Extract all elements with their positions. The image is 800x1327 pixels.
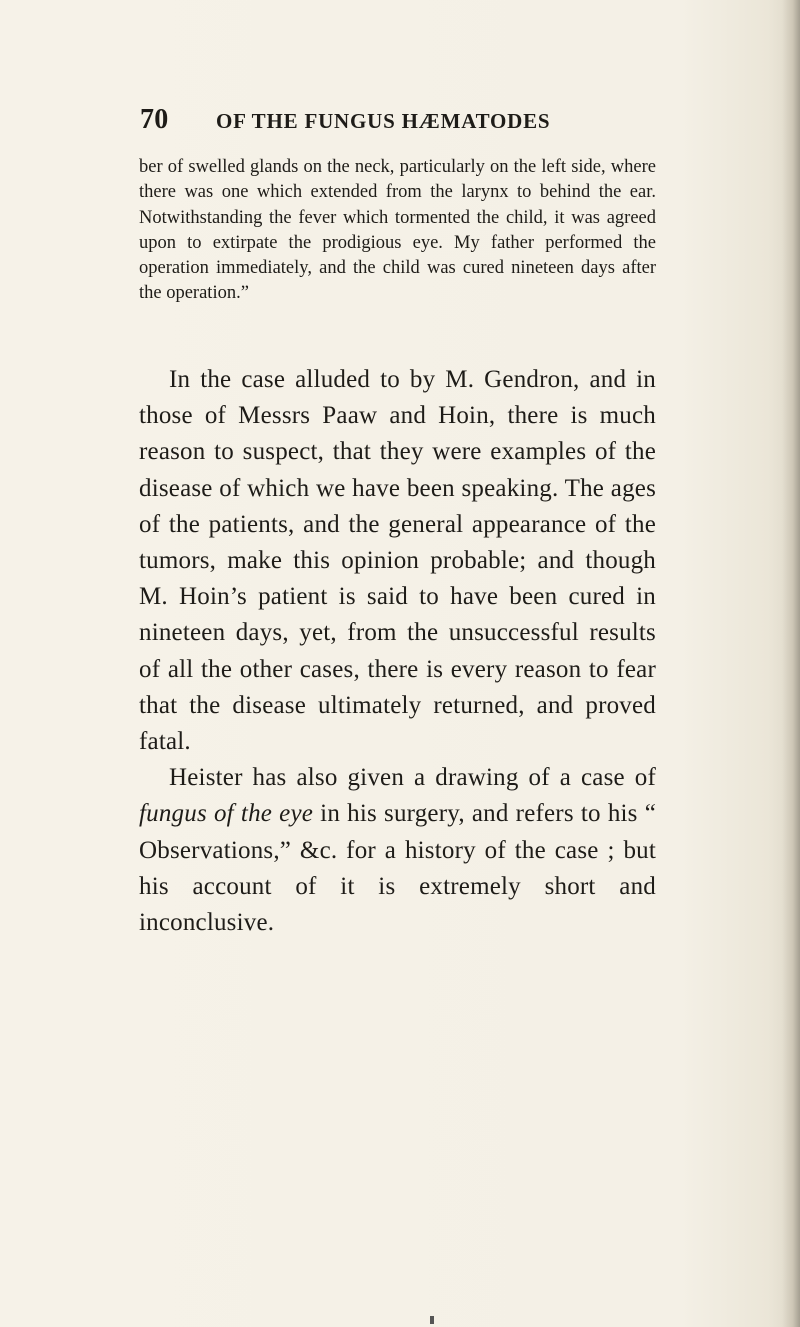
- paragraph-heister-italic: fungus of the eye: [139, 800, 314, 828]
- page-number: 70: [140, 104, 169, 135]
- paragraph-heister-text-2: in his surgery, and refers to his “ Observations,” &c. for a history of the case ; but his account of it is extremely short and inconclusive.: [139, 800, 656, 937]
- running-header: [140, 104, 660, 138]
- quoted-passage: [139, 155, 656, 307]
- running-title: OF THE FUNGUS HÆMATODES: [216, 109, 551, 133]
- paragraph-gendron-case: In the case alluded to by M. Gendron, and in those of Messrs Paaw and Hoin, there is much reason to suspect, that they were examples of the disease of which we have been speaking. The ages of the patients, and the general appearance of the tumors, make this opinion probable; and though M. Hoin’s patient is said to have been cured in nineteen days, yet, from the unsuccessful results of all the other cases, there is every reason to fear that the disease ultimately returned, and proved fatal.: [139, 366, 656, 756]
- page-edge-shadow: [782, 0, 800, 1327]
- paragraph-heister: [139, 760, 656, 941]
- print-mark: [430, 1316, 434, 1324]
- body-text: [139, 362, 656, 941]
- quote-paragraph: ber of swelled glands on the neck, particularly on the left side, where there was one which extended from the larynx to behind the ear. Notwithstanding the fever which tormented the child, it was agreed upon to extirpate the prodigious eye. My father performed the operation immediately, and the child was cured nineteen days after the operation.”: [139, 157, 656, 304]
- paragraph-heister-text-1: Heister has also given a drawing of a case of: [169, 764, 656, 792]
